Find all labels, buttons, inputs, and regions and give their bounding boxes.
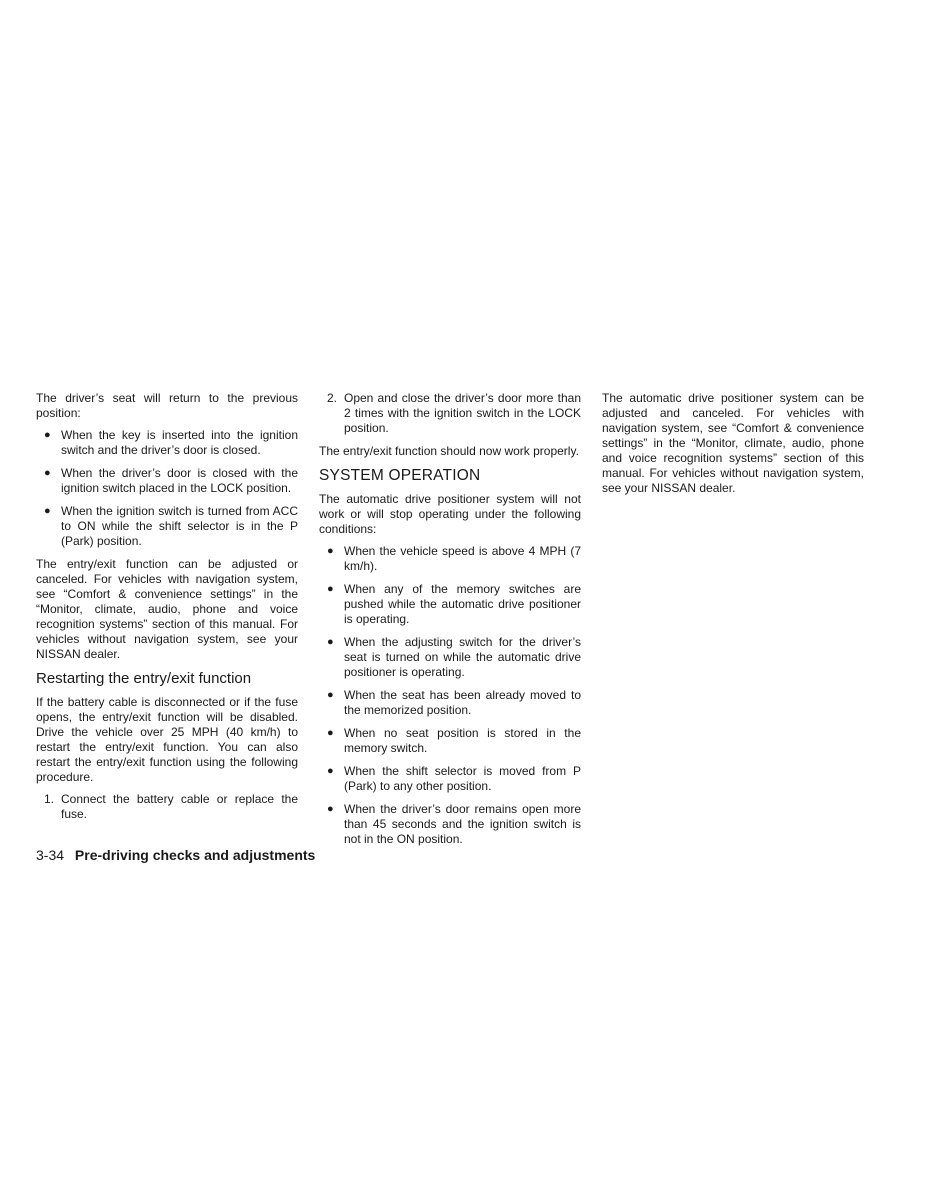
entry-exit-adjust-paragraph: The entry/exit function can be adjusted or canceled. For vehicles with navigation system, see “Comfort & convenience settings” in the “Monitor, climate, audio, phone and voice recognition systems” section of this manual. For vehicles without navigation system, see your NISSAN dealer. xyxy=(36,557,298,661)
section-title: Pre-driving checks and adjustments xyxy=(74,847,316,863)
restart-paragraph: If the battery cable is disconnected or if the fuse opens, the entry/exit function will be disabled. Drive the vehicle over 25 MPH (40 km/h) to restart the entry/exit function. You can also restart the entry/exit function using the following procedure. xyxy=(36,695,298,784)
bullet-icon: ● xyxy=(327,636,334,648)
bullet-icon: ● xyxy=(44,429,51,441)
list-item: ● When the seat has been already moved to the memorized position. xyxy=(327,688,581,717)
restart-steps-continued xyxy=(319,391,581,436)
list-item: ● When no seat position is stored in the memory switch. xyxy=(327,726,581,755)
list-item: ● When the key is inserted into the ignition switch and the driver’s door is closed. xyxy=(44,428,298,457)
step-item: 1. Connect the battery cable or replace the fuse. xyxy=(44,792,298,821)
seat-return-conditions-list xyxy=(36,428,298,549)
restarting-entry-exit-heading: Restarting the entry/exit function xyxy=(36,670,252,687)
stop-conditions-list xyxy=(319,544,581,847)
seat-return-intro: The driver’s seat will return to the previous position: xyxy=(36,391,298,420)
bullet-icon: ● xyxy=(327,545,334,557)
bullet-icon: ● xyxy=(327,583,334,595)
bullet-icon: ● xyxy=(327,727,334,739)
system-operation-heading: SYSTEM OPERATION xyxy=(319,467,481,484)
system-operation-intro: The automatic drive positioner system will not work or will stop operating under the following conditions: xyxy=(319,492,581,536)
entry-exit-works-paragraph: The entry/exit function should now work properly. xyxy=(319,444,579,458)
list-item: ● When the vehicle speed is above 4 MPH (7 km/h). xyxy=(327,544,581,573)
step-item: 2. Open and close the driver’s door more than 2 times with the ignition switch in the LOCK position. xyxy=(327,391,581,435)
column-middle xyxy=(319,391,581,855)
page-number: 3-34 xyxy=(36,847,65,863)
list-item: ● When the driver’s door remains open more than 45 seconds and the ignition switch is not in the ON position. xyxy=(327,802,581,846)
list-item: ● When the driver’s door is closed with the ignition switch placed in the LOCK position. xyxy=(44,466,298,495)
positioner-adjust-paragraph: The automatic drive positioner system can be adjusted and canceled. For vehicles with navigation system, see “Comfort & convenience settings” in the “Monitor, climate, audio, phone and voice recognition systems” section of this manual. For vehicles without navigation system, see your NISSAN dealer. xyxy=(602,391,864,495)
bullet-icon: ● xyxy=(327,803,334,815)
page-footer xyxy=(36,846,315,864)
bullet-icon: ● xyxy=(327,689,334,701)
bullet-icon: ● xyxy=(327,765,334,777)
column-right xyxy=(602,391,864,503)
list-item: ● When the ignition switch is turned from ACC to ON while the shift selector is in the P (Park) position. xyxy=(44,504,298,548)
list-item: ● When any of the memory switches are pushed while the automatic drive positioner is operating. xyxy=(327,582,581,626)
bullet-icon: ● xyxy=(44,505,51,517)
restart-steps-list xyxy=(36,792,298,822)
bullet-icon: ● xyxy=(44,467,51,479)
list-item: ● When the shift selector is moved from P (Park) to any other position. xyxy=(327,764,581,793)
list-item: ● When the adjusting switch for the driver’s seat is turned on while the automatic drive positioner is operating. xyxy=(327,635,581,679)
column-left xyxy=(36,391,298,830)
